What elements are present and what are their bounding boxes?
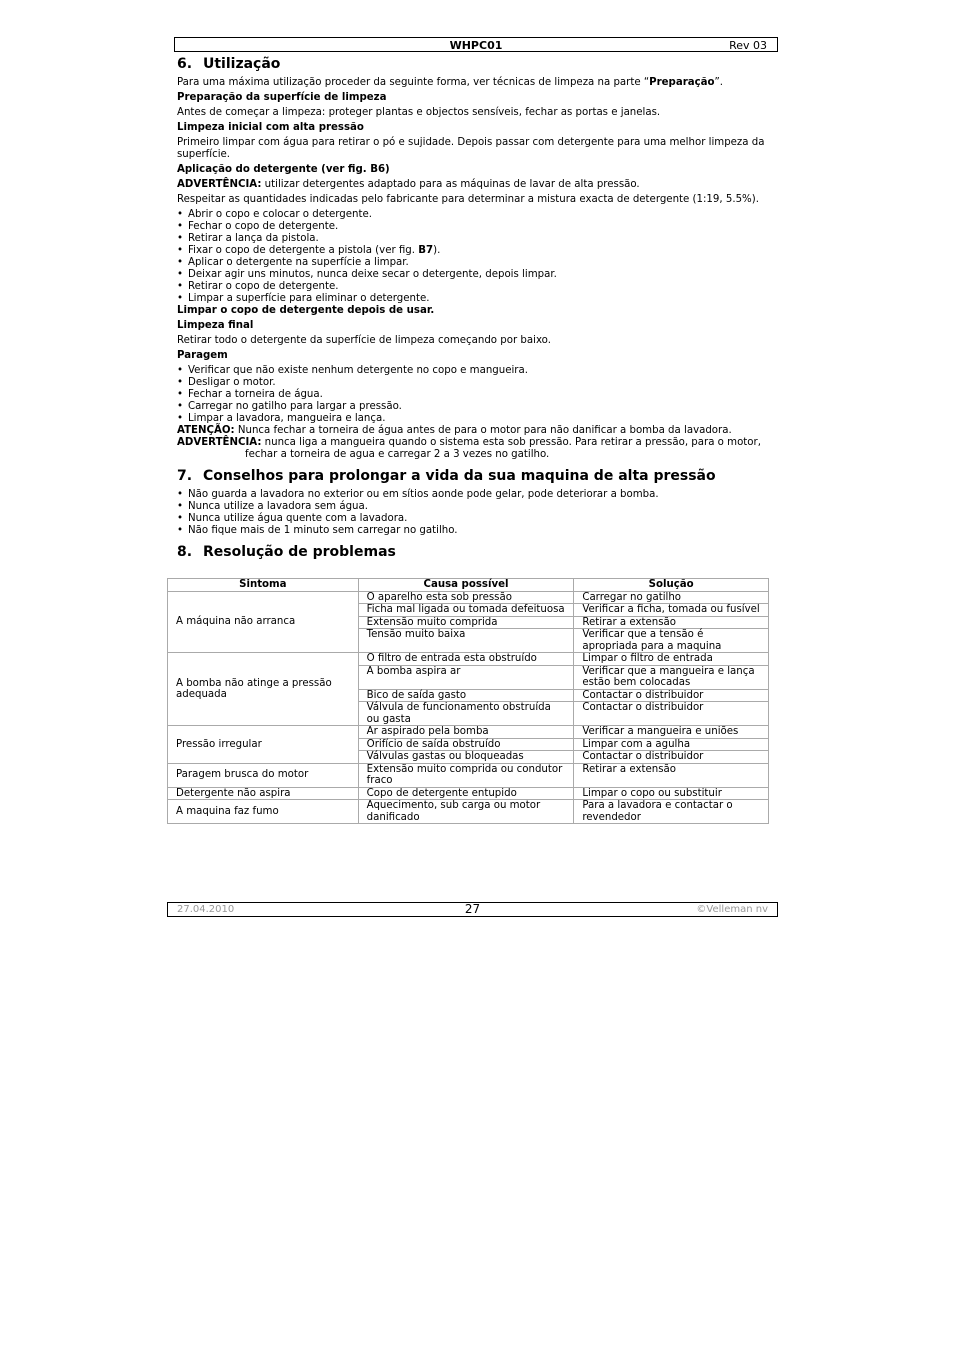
section-7-heading: 7. Conselhos para prolongar a vida da sua maquina de alta pressão [177,468,716,484]
table-row [168,787,769,800]
solution-cell: Limpar o copo ou substituir [574,787,769,800]
page-content [177,53,773,565]
table-row [168,726,769,739]
model-name: WHPC01 [449,39,503,52]
table-row [168,800,769,824]
symptom-cell: Pressão irregular [168,726,359,764]
prep-text: Antes de começar a limpeza: proteger plantas e objectos sensíveis, fechar as portas e janelas. [177,107,661,118]
cause-cell: Orifício de saída obstruído [358,738,574,751]
cause-cell: Válvulas gastas ou bloqueadas [358,751,574,764]
list-item: • Limpar a lavadora, mangueira e lança. [177,413,773,425]
list-item: • Retirar o copo de detergente. [177,281,773,293]
cause-cell: O filtro de entrada esta obstruído [358,653,574,666]
list-item: • Verificar que não existe nenhum detergente no copo e mangueira. [177,365,773,377]
cause-cell: Bico de saída gasto [358,689,574,702]
list-item: • Fechar a torneira de água. [177,389,773,401]
cause-cell: Tensão muito baixa [358,629,574,653]
list-item: • Fechar o copo de detergente. [177,221,773,233]
solution-cell: Verificar a ficha, tomada ou fusível [574,604,769,617]
tips-list [177,489,773,537]
symptom-cell: Detergente não aspira [168,787,359,800]
solution-cell: Contactar o distribuidor [574,751,769,764]
list-item: • Não fique mais de 1 minuto sem carregar no gatilho. [177,525,773,537]
prep-subheading: Preparação da superfície de limpeza [177,92,387,103]
solution-cell: Carregar no gatilho [574,591,769,604]
list-item: • Retirar a lança da pistola. [177,233,773,245]
detergent-steps [177,209,773,305]
cause-cell: Ficha mal ligada ou tomada defeituosa [358,604,574,617]
cause-cell: Copo de detergente entupido [358,787,574,800]
symptom-cell: A máquina não arranca [168,591,359,653]
clean-cup-note: Limpar o copo de detergente depois de usar. [177,305,435,316]
list-item: • Deixar agir uns minutos, nunca deixe secar o detergente, depois limpar. [177,269,773,281]
initial-subheading: Limpeza inicial com alta pressão [177,122,364,133]
list-item: • Não guarda a lavadora no exterior ou em sítios aonde pode gelar, pode deteriorar a bomba. [177,489,773,501]
footer-date: 27.04.2010 [177,904,235,915]
attention-text: ATENÇÃO: Nunca fechar a torneira de água antes de para o motor para não danificar a bomba da lavadora. [177,425,732,436]
cause-cell: Extensão muito comprida [358,616,574,629]
symptom-cell: A bomba não atinge a pressão adequada [168,653,359,726]
solution-cell: Retirar a extensão [574,763,769,787]
table-row [168,653,769,666]
cause-cell: Ar aspirado pela bomba [358,726,574,739]
troubleshooting-table [167,578,769,824]
final-text: Retirar todo o detergente da superfície de limpeza começando por baixo. [177,335,551,346]
page-footer [167,902,778,917]
cause-cell: Aquecimento, sub carga ou motor danificado [358,800,574,824]
stop-steps [177,365,773,425]
final-subheading: Limpeza final [177,320,254,331]
solution-cell: Retirar a extensão [574,616,769,629]
solution-cell: Verificar que a mangueira e lança estão bem colocadas [574,665,769,689]
column-header: Sintoma [168,579,359,592]
list-item: • Limpar a superfície para eliminar o detergente. [177,293,773,305]
solution-cell: Para a lavadora e contactar o revendedor [574,800,769,824]
cause-cell: O aparelho esta sob pressão [358,591,574,604]
respect-text: Respeitar as quantidades indicadas pelo fabricante para determinar a mistura exacta de detergente (1:19, 5.5%). [177,194,759,205]
solution-cell: Verificar a mangueira e uniões [574,726,769,739]
cause-cell: A bomba aspira ar [358,665,574,689]
symptom-cell: Paragem brusca do motor [168,763,359,787]
table-row [168,591,769,604]
page-header [174,37,778,52]
solution-cell: Contactar o distribuidor [574,702,769,726]
initial-text: Primeiro limpar com água para retirar o pó e sujidade. Depois passar com detergente para uma melhor limpeza da superfície. [177,137,765,160]
section-6-heading: 6. Utilização [177,56,281,72]
symptom-cell: A maquina faz fumo [168,800,359,824]
revision: Rev 03 [729,39,767,52]
list-item: • Desligar o motor. [177,377,773,389]
column-header: Causa possível [358,579,574,592]
table-row [168,763,769,787]
list-item: • Fixar o copo de detergente a pistola (ver fig. B7). [177,245,773,257]
warning-text: ADVERTÊNCIA: utilizar detergentes adaptado para as máquinas de lavar de alta pressão. [177,179,640,190]
solution-cell: Limpar com a agulha [574,738,769,751]
footer-copyright: ©Velleman nv [696,904,768,915]
intro-text: Para uma máxima utilização proceder da seguinte forma, ver técnicas de limpeza na parte “Preparação”. [177,77,724,88]
warning2-text: ADVERTÊNCIA: nunca liga a mangueira quando o sistema esta sob pressão. Para retirar a pressão, para o motor, fechar a torneira de agua e carregar 2 a 3 vezes no gatilho. [177,437,761,460]
solution-cell: Verificar que a tensão é apropriada para a maquina [574,629,769,653]
solution-cell: Limpar o filtro de entrada [574,653,769,666]
column-header: Solução [574,579,769,592]
cause-cell: Válvula de funcionamento obstruída ou gasta [358,702,574,726]
list-item: • Nunca utilize água quente com a lavadora. [177,513,773,525]
solution-cell: Contactar o distribuidor [574,689,769,702]
list-item: • Aplicar o detergente na superfície a limpar. [177,257,773,269]
stop-subheading: Paragem [177,350,228,361]
cause-cell: Extensão muito comprida ou condutor fraco [358,763,574,787]
section-8-heading: 8. Resolução de problemas [177,544,396,560]
detergent-subheading: Aplicação do detergente (ver fig. B6) [177,164,390,175]
page-number: 27 [464,902,481,916]
list-item: • Abrir o copo e colocar o detergente. [177,209,773,221]
list-item: • Nunca utilize a lavadora sem água. [177,501,773,513]
list-item: • Carregar no gatilho para largar a pressão. [177,401,773,413]
